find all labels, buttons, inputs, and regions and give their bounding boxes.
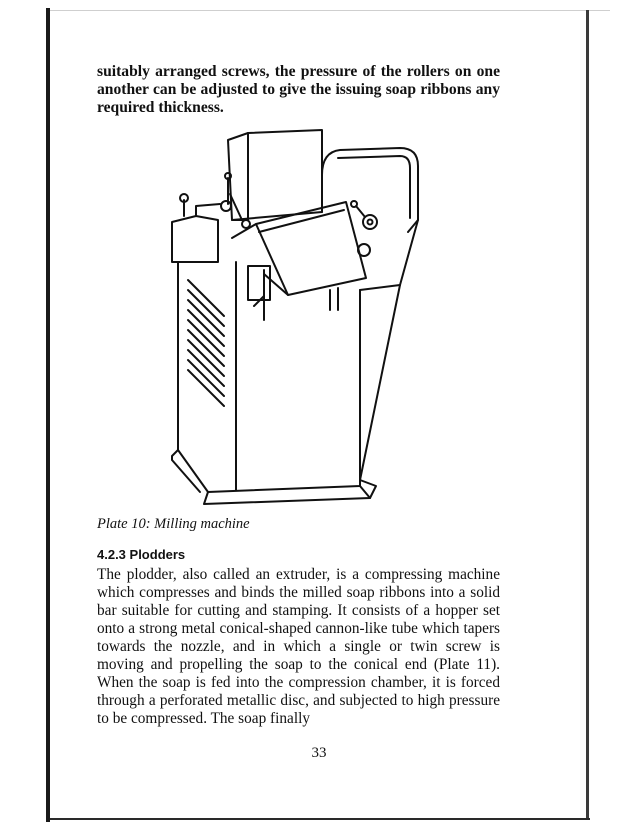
milling-machine-illustration-icon <box>160 120 430 510</box>
scan-edge-bottom <box>50 818 590 820</box>
figure-caption: Plate 10: Milling machine <box>97 516 250 532</box>
page-number: 33 <box>311 745 327 761</box>
scan-edge-right <box>586 10 589 820</box>
scan-edge-top <box>50 10 610 11</box>
scan-edge-left <box>46 8 50 822</box>
milling-machine-figure <box>160 120 430 510</box>
section-body-paragraph: The plodder, also called an extruder, is a compressing machine which compresses and binds the milled soap ribbons into a solid bar suitable for cutting and stamping. It consists of a hopper set onto a strong metal conical-shaped cannon-like tube which tapers towards the nozzle, and in which a single or twin screw is moving and propelling the soap to the conical end (Plate 11). When the soap is fed into the compression chamber, it is forced through a perforated metallic disc, and subjected to high pressure to be compressed. The soap finally <box>97 566 500 727</box>
intro-paragraph: suitably arranged screws, the pressure of the rollers on one another can be adjusted to give the issuing soap ribbons any required thickness. <box>97 63 500 117</box>
section-heading: 4.2.3 Plodders <box>97 547 186 562</box>
